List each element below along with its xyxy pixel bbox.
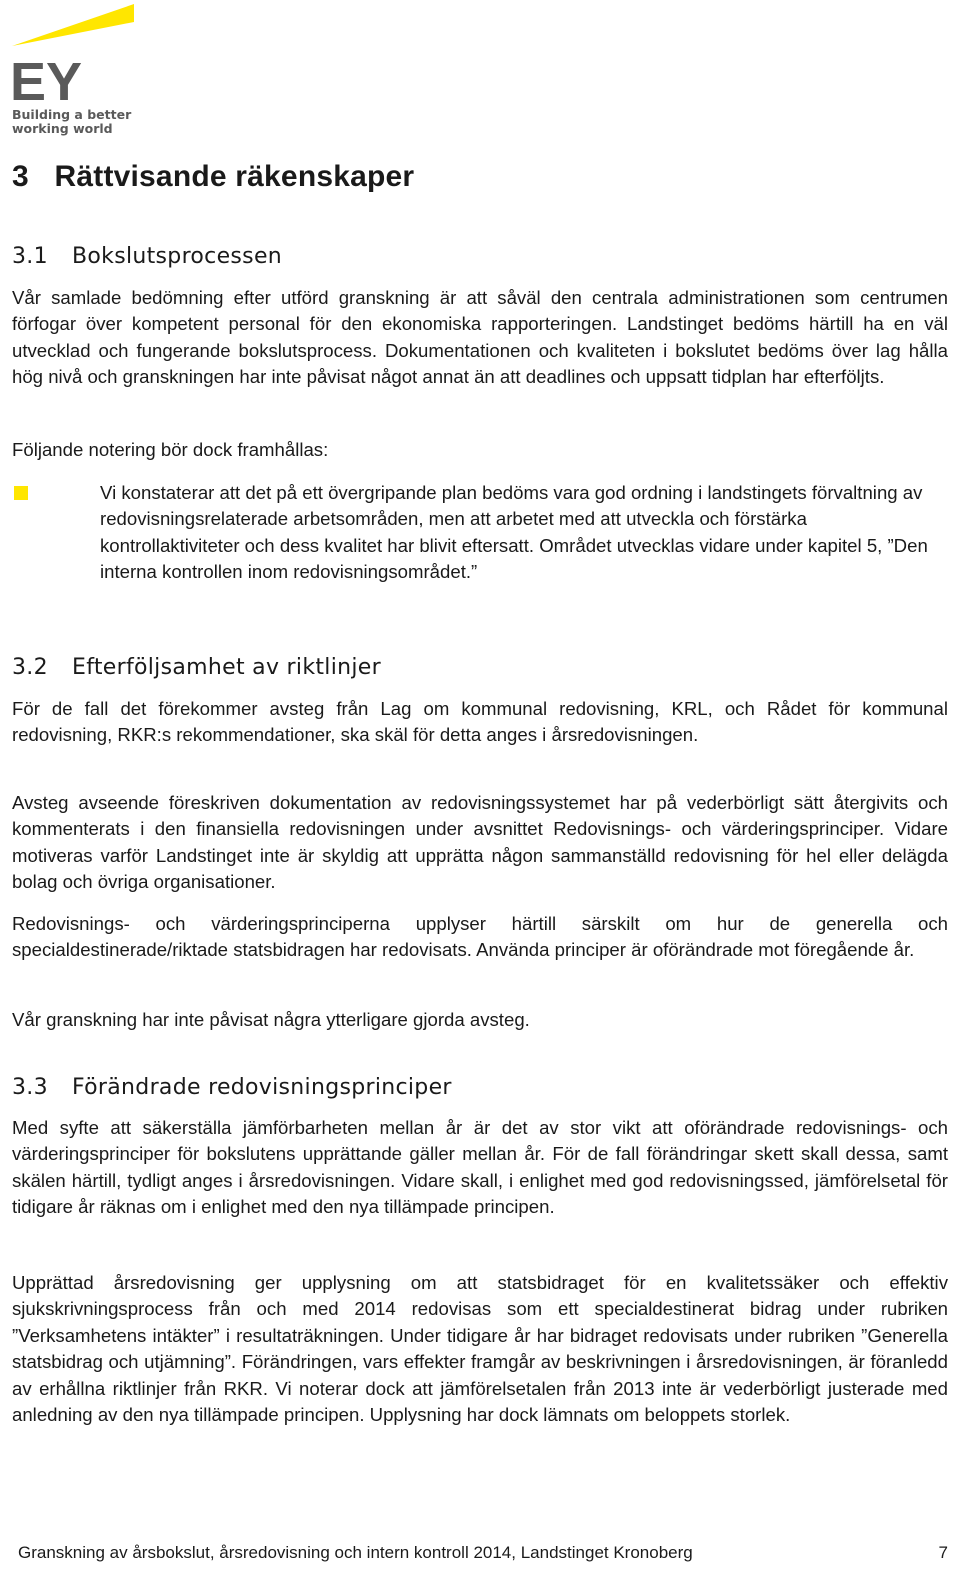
section-number: 3 — [12, 160, 29, 193]
subsection-heading-3-1 — [12, 244, 282, 269]
paragraph: Vår samlade bedömning efter utförd granskning är att såväl den centrala administrationen som centrumen förfogar över kompetent personal för den ekonomiska rapporteringen. Landstinget bedöms härtill ha en väl utvecklad och fungerande bokslutsprocess. Dokumentationen och kvaliteten i bokslutet bedöms över lag hålla hög nivå och granskningen har inte påvisat något annat än att deadlines och uppsatt tidplan har efterföljts. — [12, 287, 948, 388]
subsection-number: 3.3 — [12, 1075, 48, 1100]
paragraph: Avsteg avseende föreskriven dokumentation av redovisningssystemet har på vederbörligt sätt återgivits och kommenterats i den finansiella redovisningen under avsnittet Redovisnings- och värderingsprinciper. Vidare motiveras varför Landstinget inte är skyldig att upprätta någon sammanställd redovisning för hel eller delägda bolag och övriga organisationer. — [12, 792, 948, 893]
subsection-number: 3.2 — [12, 655, 48, 680]
logo-tagline: Building a better working world — [12, 107, 132, 136]
section-heading — [12, 160, 414, 194]
ey-logo — [10, 4, 140, 138]
subsection-title: Bokslutsprocessen — [72, 244, 283, 269]
paragraph: Redovisnings- och värderingsprinciperna upplyser härtill särskilt om hur de generella och specialdestinerade/riktade statsbidragen har redovisats. Använda principer är oförändrade mot föregående år. — [12, 913, 948, 961]
paragraph: För de fall det förekommer avsteg från Lag om kommunal redovisning, KRL, och Rådet för kommunal redovisning, RKR:s rekommendationer, ska skäl för detta anges i årsredovisningen. — [12, 698, 948, 746]
section-title: Rättvisande räkenskaper — [54, 160, 415, 193]
subsection-heading-3-3 — [12, 1075, 452, 1100]
subsection-title: Förändrade redovisningsprinciper — [72, 1075, 452, 1100]
logo-text: EY — [10, 52, 83, 104]
subsection-number: 3.1 — [12, 244, 48, 269]
page-footer — [18, 1543, 948, 1563]
ey-logo-mark — [10, 4, 140, 104]
paragraph: Vår granskning har inte påvisat några ytterligare gjorda avsteg. — [12, 1009, 530, 1030]
bullet-marker — [14, 486, 28, 500]
paragraph: Upprättad årsredovisning ger upplysning om att statsbidraget för en kvalitetssäker och effektiv sjukskrivningsprocess från och med 2014 redovisas som ett specialdestinerat bidrag under rubriken ”Verksamhetens intäkter” i resultaträkningen. Under tidigare år har bidraget redovisats under rubriken ”Generella statsbidrag och utjämning”. Förändringen, vars effekter framgår av beskrivningen i årsredovisningen, är föranledd av erhållna riktlinjer från RKR. Vi noterar dock att jämförelsetalen från 2013 inte är vederbörligt justerade med anledning av den nya tillämpade principen. Upplysning har dock lämnats om beloppets storlek. — [12, 1272, 948, 1426]
footer-text: Granskning av årsbokslut, årsredovisning och intern kontroll 2014, Landstinget Kronoberg — [18, 1543, 693, 1562]
subsection-title: Efterföljsamhet av riktlinjer — [72, 655, 381, 680]
paragraph: Följande notering bör dock framhållas: — [12, 439, 329, 460]
paragraph: Med syfte att säkerställa jämförbarheten mellan år är det av stor vikt att oförändrade redovisnings- och värderingsprinciper för bokslutens upprättande gäller mellan år. För de fall förändringar skett skall dessa, samt skälen härtill, tydligt anges i årsredovisningen. Vidare skall, i enlighet med god redovisningssed, jämförelsetal för tidigare år räknas om i enlighet med den nya tillämpade principen. — [12, 1117, 948, 1218]
bullet-item: Vi konstaterar att det på ett övergripande plan bedöms vara god ordning i landstingets förvaltning av redovisningsrelaterade arbetsområden, men att arbetet med att utveckla och förstärka kontrollaktiviteter och dess kvalitet har blivit eftersatt. Området utvecklas vidare under kapitel 5, ”Den interna kontrollen inom redovisningsområdet.” — [100, 482, 928, 583]
page-number: 7 — [938, 1543, 948, 1562]
subsection-heading-3-2 — [12, 655, 381, 680]
